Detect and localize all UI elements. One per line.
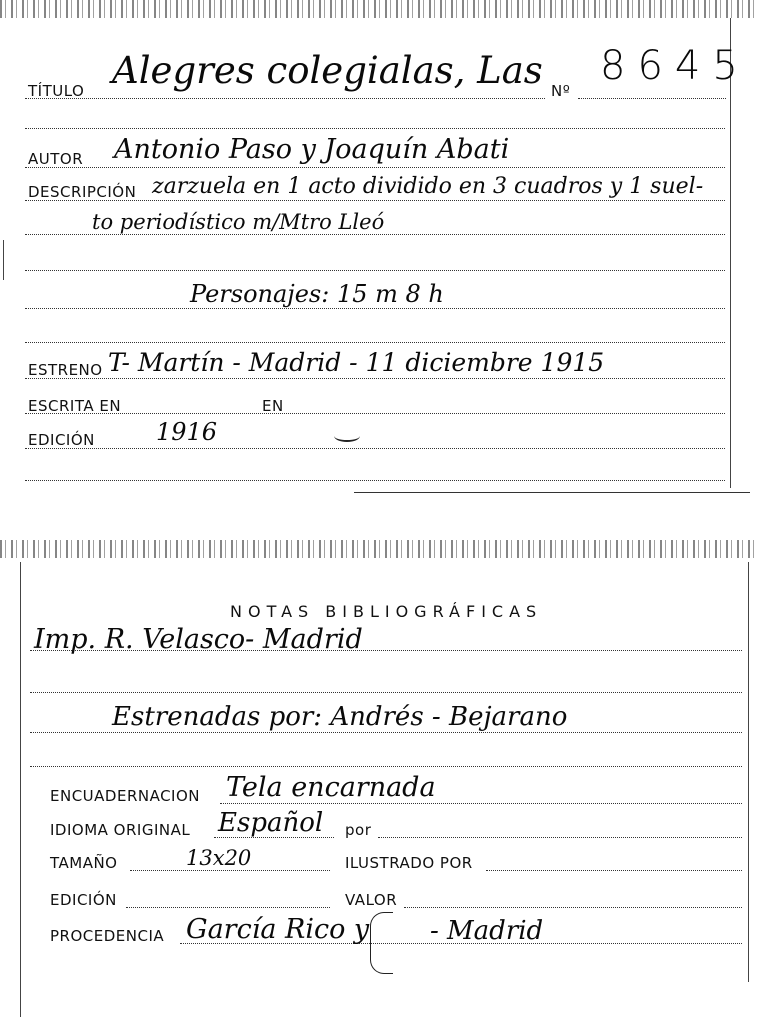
- ilustrado-label: ILUSTRADO POR: [345, 854, 473, 872]
- escrita-en-label: ESCRITA EN: [28, 397, 122, 415]
- edicion-line: [25, 448, 725, 449]
- notas-line-4: [30, 766, 742, 767]
- notas-line-2: [30, 692, 742, 693]
- titulo-value: Alegres colegialas, Las: [112, 49, 543, 92]
- edicion-label: EDICIÓN: [28, 431, 95, 449]
- personajes-note: Personajes: 15 m 8 h: [190, 280, 444, 308]
- descripcion-line-5: [25, 342, 725, 343]
- descripcion-line-1: [25, 200, 725, 201]
- notas-title: NOTAS BIBLIOGRÁFICAS: [230, 602, 543, 621]
- edicion-value: 1916: [156, 418, 218, 446]
- idioma-por-line: [378, 837, 742, 838]
- descripcion-line-2: [25, 234, 725, 235]
- escrita-en-line: [25, 413, 725, 414]
- notas-note-2: Estrenadas por: Andrés - Bejarano: [112, 702, 568, 732]
- blank-line: [25, 128, 725, 129]
- estreno-label: ESTRENO: [28, 361, 103, 379]
- numero-line: [578, 98, 726, 99]
- valor-label: VALOR: [345, 891, 398, 909]
- card-left-border: [20, 562, 21, 1017]
- descripcion-label: DESCRIPCIÓN: [28, 183, 137, 201]
- encuadernacion-value: Tela encarnada: [226, 772, 436, 803]
- numero-label: Nº: [551, 82, 571, 100]
- notas-note-1: Imp. R. Velasco- Madrid: [34, 624, 363, 655]
- pen-mark: [334, 430, 360, 442]
- descripcion-line-4: [25, 308, 725, 309]
- descripcion-line-3: [25, 270, 725, 271]
- idioma-value: Español: [218, 808, 324, 838]
- edicion-label-bottom: EDICIÓN: [50, 891, 117, 909]
- idioma-por-label: por: [345, 821, 372, 839]
- procedencia-label: PROCEDENCIA: [50, 927, 165, 945]
- card-bottom-rule: [354, 492, 750, 493]
- descripcion-line2: to periodístico m/Mtro Lleó: [92, 210, 385, 234]
- valor-line: [404, 907, 742, 908]
- ilustrado-line: [486, 870, 742, 871]
- card-right-border: [748, 562, 749, 982]
- catalog-card-bottom: [0, 540, 759, 1028]
- estreno-line: [25, 378, 725, 379]
- tamano-value: 13x20: [186, 846, 252, 870]
- estreno-value: T- Martín - Madrid - 11 diciembre 1915: [108, 348, 605, 377]
- descripcion-line1: zarzuela en 1 acto dividido en 3 cuadros y 1 suel-: [152, 174, 704, 199]
- bracket-mark: [370, 912, 393, 974]
- procedencia-value-a: García Rico y: [186, 914, 370, 945]
- tamano-label: TAMAÑO: [50, 854, 118, 872]
- encuadernacion-line: [220, 803, 742, 804]
- numero-value: 8645: [600, 43, 750, 89]
- tamano-line: [130, 870, 330, 871]
- notas-line-3: [30, 732, 742, 733]
- edicion-line-bottom: [126, 907, 330, 908]
- titulo-label: TÍTULO: [28, 82, 85, 100]
- bottom-dotted-line: [25, 480, 725, 481]
- autor-label: AUTOR: [28, 150, 84, 168]
- card-bottom-edge: [0, 540, 759, 558]
- card-left-border: [3, 240, 4, 280]
- encuadernacion-label: ENCUADERNACION: [50, 787, 201, 805]
- escrita-en-en-label: EN: [262, 397, 284, 415]
- card-top-edge: [0, 0, 759, 18]
- idioma-label: IDIOMA ORIGINAL: [50, 821, 191, 839]
- autor-line: [25, 167, 725, 168]
- autor-value: Antonio Paso y Joaquín Abati: [114, 134, 510, 165]
- catalog-card-top: [0, 0, 759, 500]
- titulo-line: [25, 98, 545, 99]
- procedencia-value-b: - Madrid: [430, 916, 544, 946]
